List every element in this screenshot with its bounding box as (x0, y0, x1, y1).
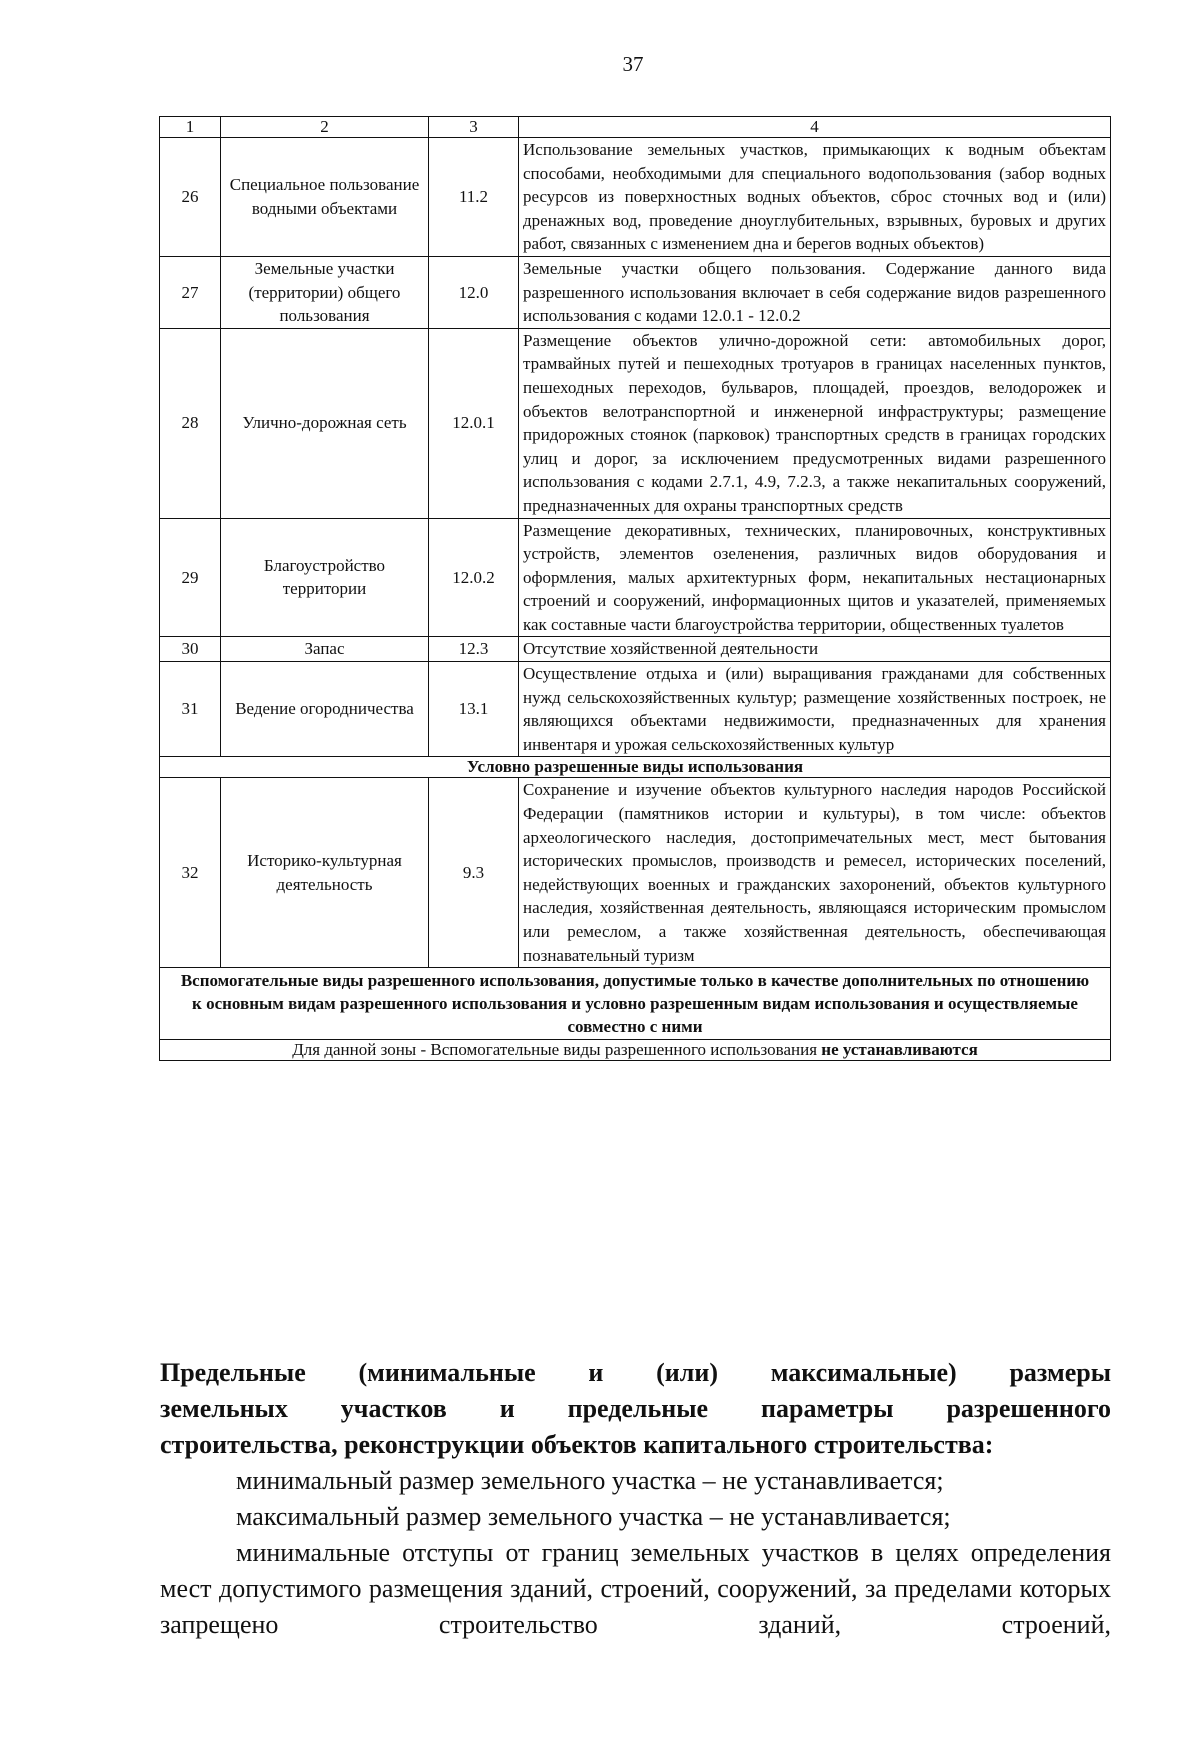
use-type-description: Размещение декоративных, технических, планировочных, конструктивных устройств, элементов озеленения, различных видов оборудования и оформления, малых архитектурных форм, некапитальных нестационарных строений и сооружений, информационных щитов и указателей, применяемых как составные части благоустройства территории, общественных туалетов (519, 518, 1111, 637)
auxiliary-note-text: Для данной зоны - Вспомогательные виды разрешенного использования (292, 1040, 818, 1060)
use-type-code: 11.2 (429, 138, 519, 257)
header-cell: 3 (429, 117, 519, 138)
table-row (160, 637, 1111, 662)
row-number: 32 (160, 778, 221, 968)
use-type-name: Запас (221, 637, 429, 662)
table-row (160, 518, 1111, 637)
use-type-code: 12.0.1 (429, 328, 519, 518)
header-cell: 1 (160, 117, 221, 138)
row-number: 26 (160, 138, 221, 257)
heading-line: строительства, реконструкции объектов капитального строительства: (160, 1430, 994, 1459)
table-row (160, 328, 1111, 518)
use-type-description: Отсутствие хозяйственной деятельности (519, 637, 1111, 662)
use-type-name: Благоустройство территории (221, 518, 429, 637)
use-type-name: Улично-дорожная сеть (221, 328, 429, 518)
section-header-row (160, 968, 1111, 1040)
row-number: 29 (160, 518, 221, 637)
table-row (160, 778, 1111, 968)
section-header-row (160, 757, 1111, 778)
row-number: 27 (160, 256, 221, 328)
body-text (160, 1355, 1111, 1643)
row-number: 30 (160, 637, 221, 662)
use-type-code: 12.3 (429, 637, 519, 662)
use-type-name: Историко-культурная деятельность (221, 778, 429, 968)
table-row (160, 138, 1111, 257)
heading-line: земельных участков и предельные параметры разрешенного (160, 1394, 1111, 1423)
auxiliary-note (160, 1040, 1111, 1061)
row-number: 28 (160, 328, 221, 518)
page-number: 37 (622, 52, 644, 76)
auxiliary-section-title: Вспомогательные виды разрешенного использования, допустимые только в качестве дополнительных по отношению к основным видам разрешенного использования и условно разрешенным видам использования и осуществляемые совместно с ними (160, 968, 1111, 1040)
auxiliary-note-bold: не устанавливаются (821, 1040, 978, 1060)
use-type-name: Специальное пользование водными объектами (221, 138, 429, 257)
header-cell: 4 (519, 117, 1111, 138)
header-cell: 2 (221, 117, 429, 138)
heading-line: Предельные (минимальные и (или) максимальные) размеры (160, 1358, 1111, 1387)
use-type-description: Осуществление отдыха и (или) выращивания гражданами для собственных нужд сельскохозяйственных культур; размещение хозяйственных построек, не являющихся объектами недвижимости, предназначенных для хранения инвентаря и урожая сельскохозяйственных культур (519, 662, 1111, 757)
use-type-description: Использование земельных участков, примыкающих к водным объектам способами, необходимыми для специального водопользования (забор водных ресурсов из поверхностных водных объектов, сброс сточных вод и (или) дренажных вод, проведение дноуглубительных, взрывных, буровых и других работ, связанных с изменением дна и берегов водных объектов) (519, 138, 1111, 257)
table-header-row (160, 117, 1111, 138)
row-number: 31 (160, 662, 221, 757)
auxiliary-note-row (160, 1040, 1111, 1061)
use-type-code: 12.0.2 (429, 518, 519, 637)
table-row (160, 256, 1111, 328)
setbacks-paragraph: минимальные отступы от границ земельных участков в целях определения мест допустимого размещения зданий, строений, сооружений, за пределами которых запрещено строительство зданий, строений, (160, 1538, 1111, 1639)
use-type-description: Сохранение и изучение объектов культурного наследия народов Российской Федерации (памятников истории и культуры), в том числе: объектов археологического наследия, достопримечательных мест, мест бытования исторических промыслов, производств и ремесел, исторических поселений, недействующих военных и гражданских захоронений, объектов культурного наследия, хозяйственная деятельность, являющаяся историческим промыслом или ремеслом, а также хозяйственная деятельность, обеспечивающая познавательный туризм (519, 778, 1111, 968)
use-type-description: Земельные участки общего пользования. Содержание данного вида разрешенного использования включает в себя содержание видов разрешенного использования с кодами 12.0.1 - 12.0.2 (519, 256, 1111, 328)
use-type-code: 13.1 (429, 662, 519, 757)
land-use-table (159, 116, 1111, 1061)
table-row (160, 662, 1111, 757)
min-size-paragraph: минимальный размер земельного участка – не устанавливается; (236, 1466, 944, 1495)
use-type-code: 9.3 (429, 778, 519, 968)
use-type-code: 12.0 (429, 256, 519, 328)
use-type-name: Земельные участки (территории) общего пользования (221, 256, 429, 328)
limits-heading (160, 1355, 1111, 1463)
use-type-description: Размещение объектов улично-дорожной сети: автомобильных дорог, трамвайных путей и пешеходных тротуаров в границах населенных пунктов, пешеходных переходов, бульваров, площадей, проездов, велодорожек и объектов велотранспортной и инженерной инфраструктуры; размещение придорожных стоянок (парковок) транспортных средств в границах городских улиц и дорог, за исключением предусмотренных видами разрешенного использования с кодами 2.7.1, 4.9, 7.2.3, а также некапитальных сооружений, предназначенных для охраны транспортных средств (519, 328, 1111, 518)
conditional-section-title: Условно разрешенные виды использования (160, 757, 1111, 778)
max-size-paragraph: максимальный размер земельного участка – не устанавливается; (236, 1502, 951, 1531)
use-type-name: Ведение огородничества (221, 662, 429, 757)
